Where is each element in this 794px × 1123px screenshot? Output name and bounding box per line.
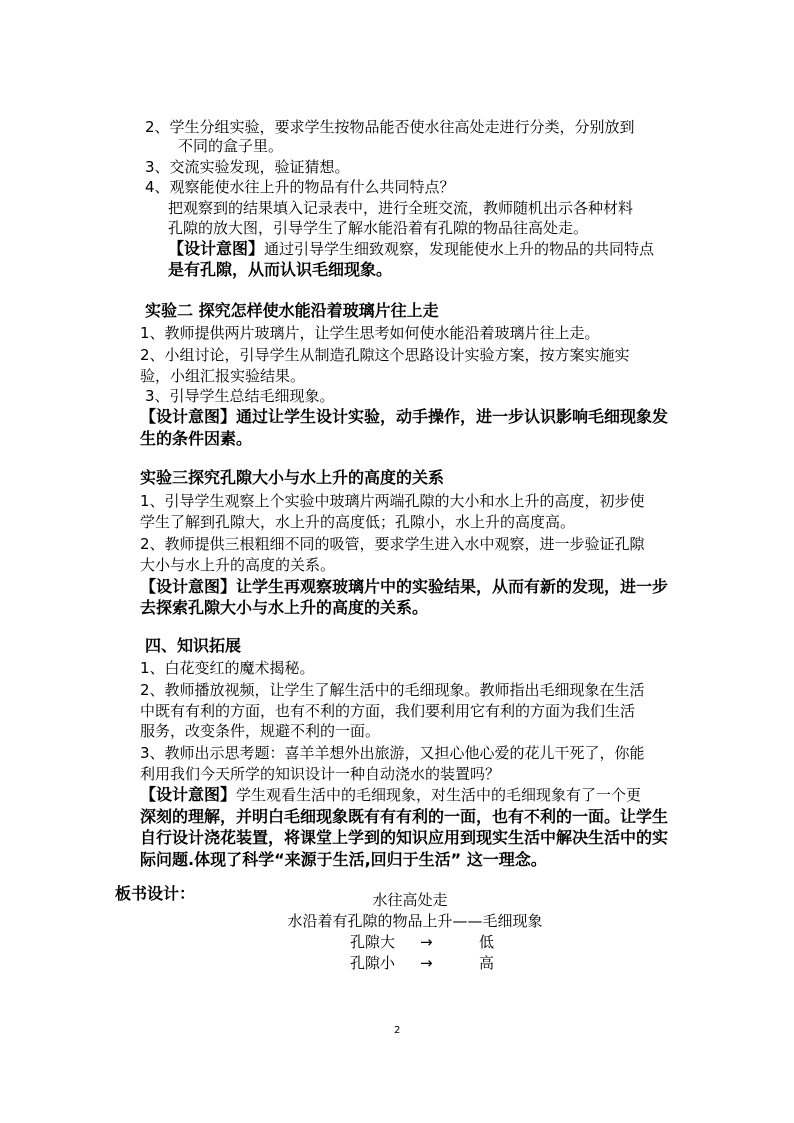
board-title: 水往高处走 xyxy=(372,891,448,909)
part4-line-4: 服务，改变条件，规避不利的一面。 xyxy=(140,722,381,740)
design-intent-1-line-2: 是有孔隙，从而认识毛细现象。 xyxy=(168,260,393,279)
board-subtitle: 水沿着有孔隙的物品上升——毛细现象 xyxy=(287,912,543,930)
design-intent-3-line-2: 去探索孔隙大小与水上升的高度的关系。 xyxy=(140,598,429,617)
page-number: 2 xyxy=(394,1025,401,1036)
board-design-label: 板书设计： xyxy=(115,884,196,903)
board-row-2-right: 高 xyxy=(479,954,495,972)
design-intent-2-line-2: 生的条件因素。 xyxy=(140,429,253,448)
design-intent-4-line-2: 深刻的理解，并明白毛细现象既有有有利的一面，也有不利的一面。让学生 xyxy=(140,807,669,826)
design-intent-text: 学生观看生活中的毛细现象，对生活中的毛细现象有了一个更 xyxy=(236,786,642,804)
design-intent-label: 【设计意图】 xyxy=(140,577,237,596)
step-4-detail-2: 孔隙的放大图，引导学生了解水能沿着有孔隙的物品往高处走。 xyxy=(168,219,589,237)
part-4-title: 四、知识拓展 xyxy=(145,636,242,655)
part4-line-6: 利用我们今天所学的知识设计一种自动浇水的装置吗？ xyxy=(140,765,501,783)
design-intent-label: 【设计意图】 xyxy=(140,785,237,804)
exp3-line-2: 学生了解到孔隙大，水上升的高度低；孔隙小，水上升的高度高。 xyxy=(140,513,576,531)
part4-line-3: 中既有有利的方面，也有不利的方面，我们要利用它有利的方面为我们生活 xyxy=(140,702,636,720)
design-intent-1-line-1 xyxy=(168,238,654,260)
arrow-right-icon: → xyxy=(420,933,433,951)
exp2-line-3: 验，小组汇报实验结果。 xyxy=(140,367,306,385)
experiment-3-title: 实验三探究孔隙大小与水上升的高度的关系 xyxy=(140,468,445,487)
exp3-line-1: 1、引导学生观察上个实验中玻璃片两端孔隙的大小和水上升的高度，初步使 xyxy=(140,492,645,510)
design-intent-4-line-1 xyxy=(140,784,641,806)
design-intent-4-line-4: 际问题.体现了科学“来源于生活,回归于生活” 这一理念。 xyxy=(140,850,547,869)
design-intent-text: 通过让学生设计实验，动手操作，进一步认识影响毛细现象发 xyxy=(236,407,669,426)
exp2-line-2: 2、小组讨论，引导学生从制造孔隙这个思路设计实验方案，按方案实施实 xyxy=(140,346,630,364)
arrow-right-icon: → xyxy=(420,954,433,972)
board-row-1-right: 低 xyxy=(479,933,495,951)
step-4-detail-1: 把观察到的结果填入记录表中，进行全班交流，教师随机出示各种材料 xyxy=(168,199,634,217)
part4-line-2: 2、教师播放视频，让学生了解生活中的毛细现象。教师指出毛细现象在生活 xyxy=(140,681,645,699)
design-intent-2-line-1 xyxy=(140,406,668,428)
design-intent-4-line-3: 自行设计浇花装置，将课堂上学到的知识应用到现实生活中解决生活中的实 xyxy=(140,828,669,847)
board-row-1-left: 孔隙大 xyxy=(350,933,396,951)
step-3-line: 3、交流实验发现，验证猜想。 xyxy=(145,158,350,176)
exp3-line-3: 2、教师提供三根粗细不同的吸管，要求学生进入水中观察，进一步验证孔隙 xyxy=(140,535,645,553)
design-intent-3-line-1 xyxy=(140,576,668,598)
exp3-line-4: 大小与水上升的高度的关系。 xyxy=(140,556,336,574)
part4-line-5: 3、教师出示思考题：喜羊羊想外出旅游，又担心他心爱的花儿干死了，你能 xyxy=(140,744,645,762)
design-intent-label: 【设计意图】 xyxy=(168,239,265,258)
design-intent-text: 通过引导学生细致观察，发现能使水上升的物品的共同特点 xyxy=(264,240,655,258)
exp2-line-4: 3、引导学生总结毛细现象。 xyxy=(145,387,335,405)
step-4-line: 4、观察能使水往上升的物品有什么共同特点？ xyxy=(145,178,455,196)
step-2-line-1: 2、学生分组实验，要求学生按物品能否使水往高处走进行分类，分别放到 xyxy=(145,118,635,136)
board-row-2-left: 孔隙小 xyxy=(350,954,396,972)
part4-line-1: 1、白花变红的魔术揭秘。 xyxy=(140,659,315,677)
design-intent-label: 【设计意图】 xyxy=(140,407,237,426)
design-intent-text: 让学生再观察玻璃片中的实验结果，从而有新的发现，进一步 xyxy=(236,577,669,596)
exp2-line-1: 1、教师提供两片玻璃片，让学生思考如何使水能沿着玻璃片往上走。 xyxy=(140,324,600,342)
experiment-2-title: 实验二 探究怎样使水能沿着玻璃片往上走 xyxy=(145,301,439,320)
step-2-line-2: 不同的盒子里。 xyxy=(178,137,284,155)
